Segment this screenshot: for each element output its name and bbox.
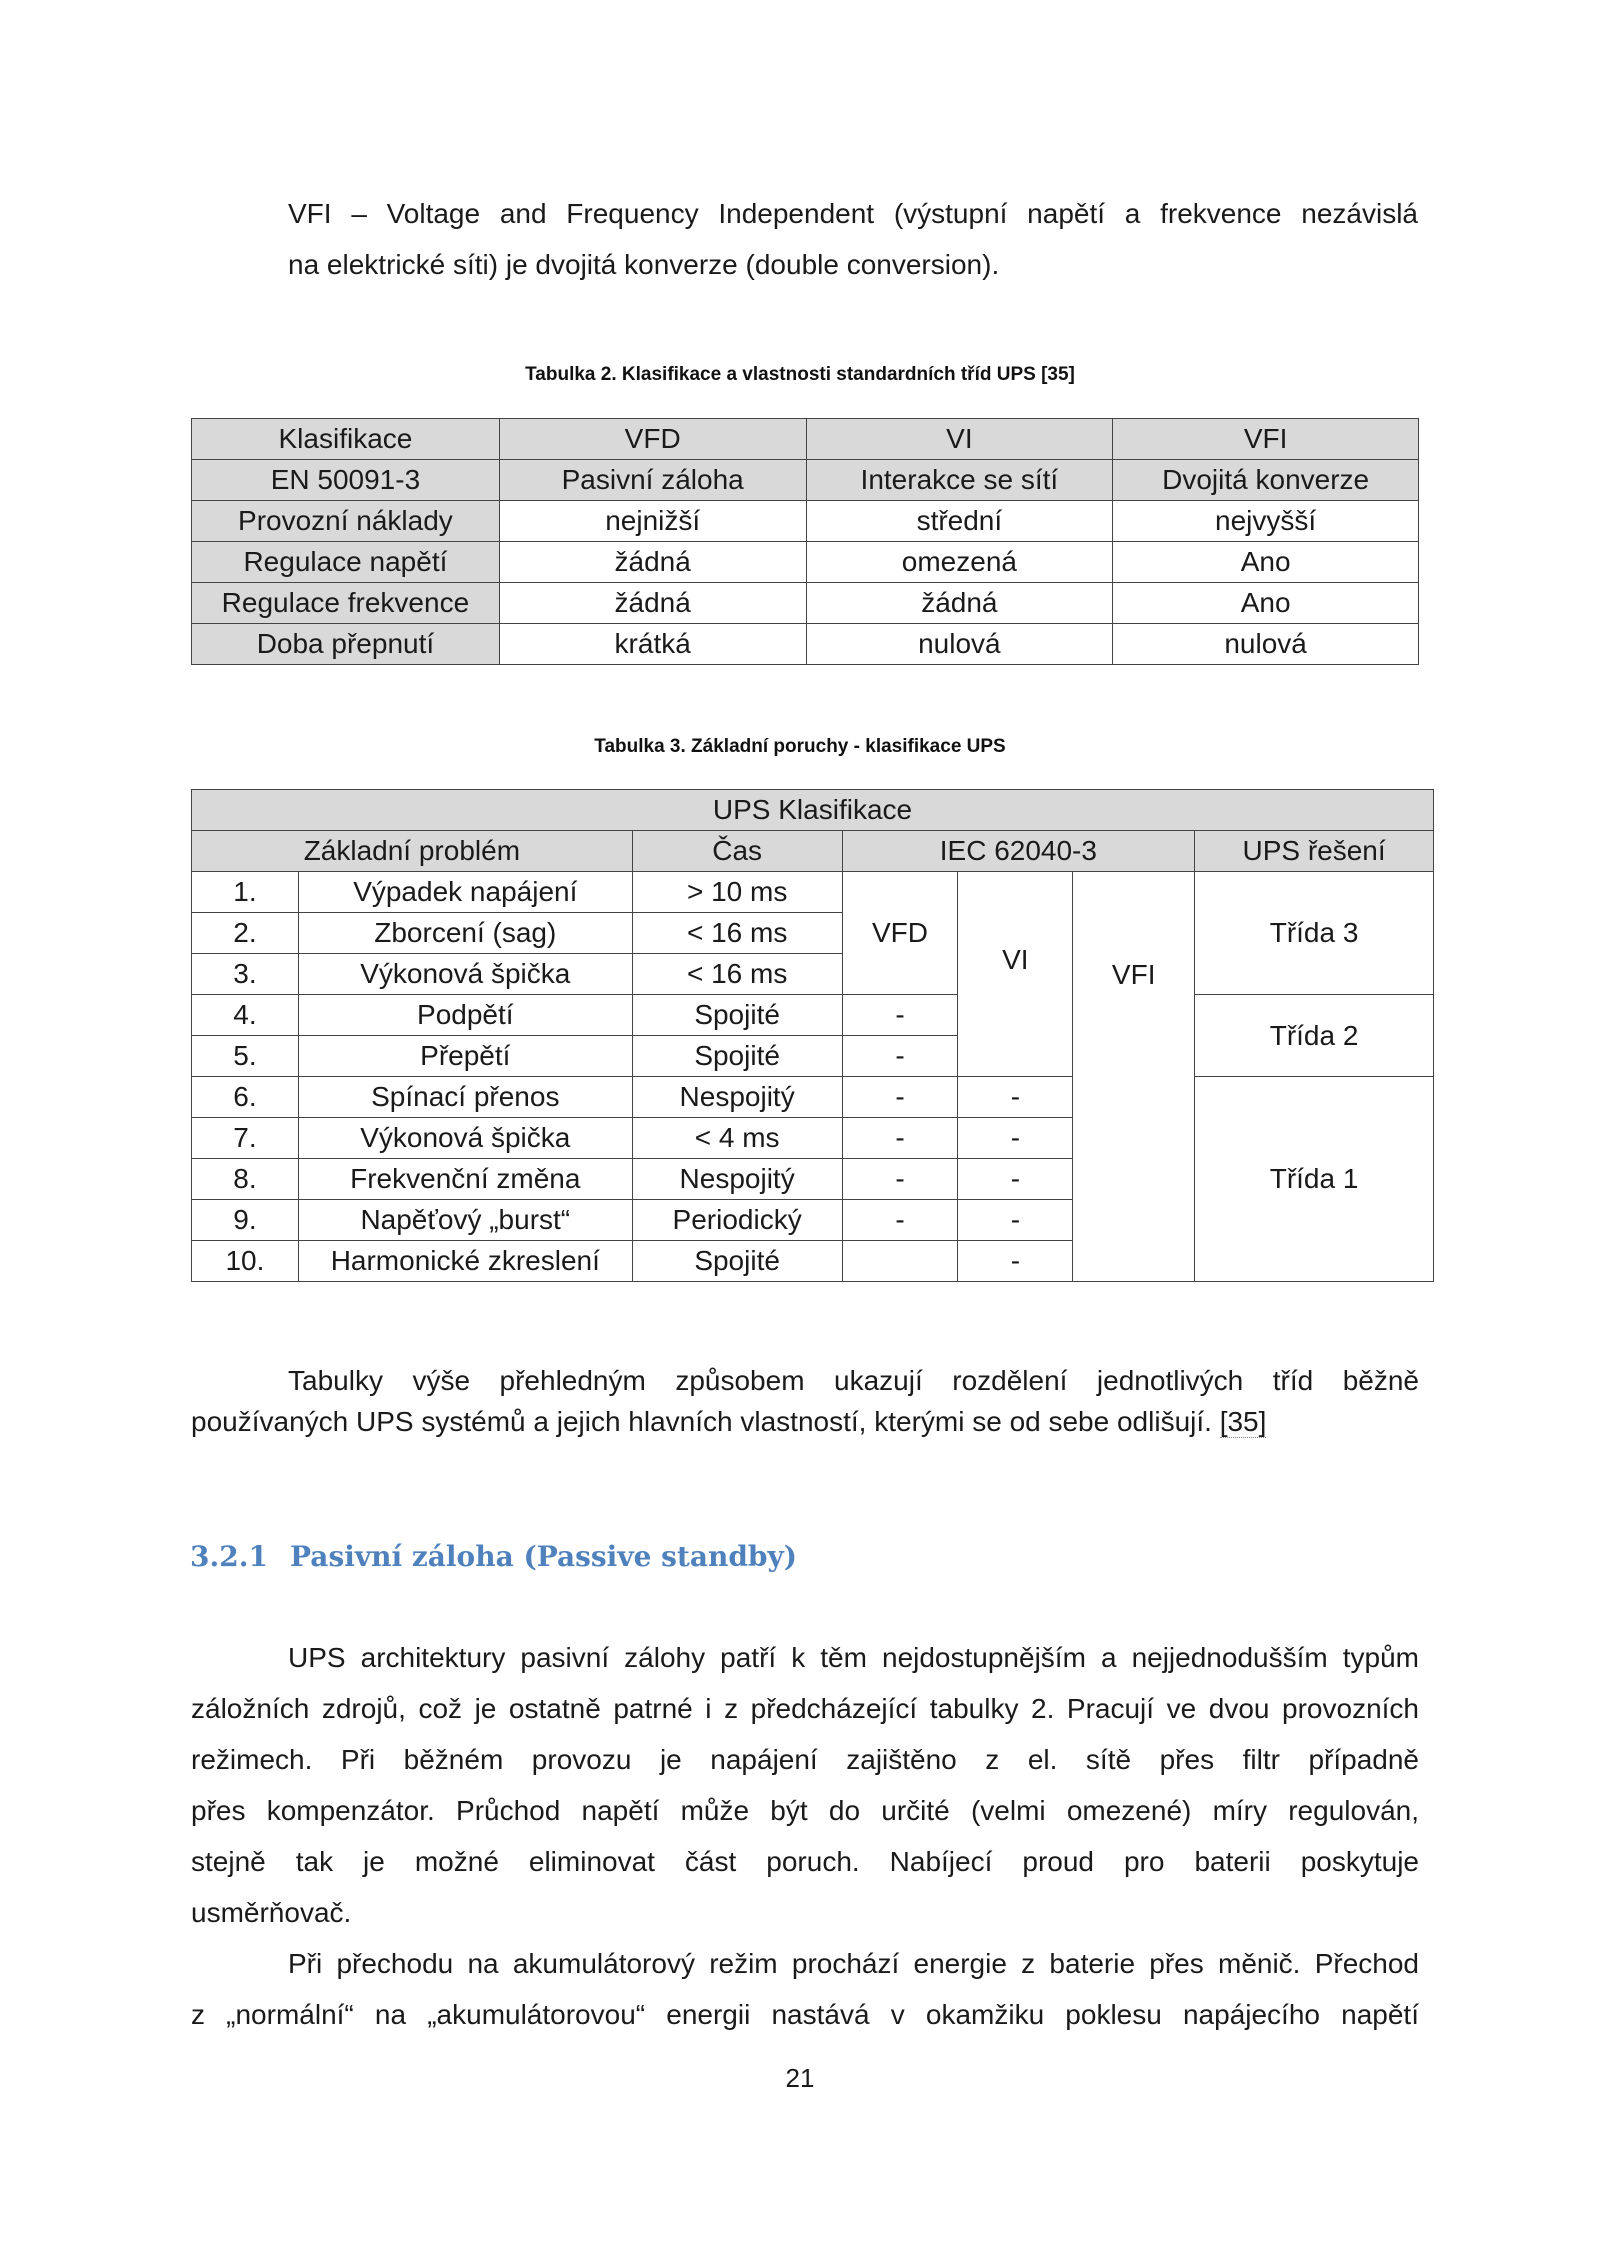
dash-cell: - [958, 1159, 1073, 1200]
problem-cell: Napěťový „burst“ [298, 1200, 632, 1241]
empty-cell [842, 1241, 958, 1282]
body-line: stejně tak je možné eliminovat část poruch. Nabíjecí proud pro baterii poskytuje [191, 1846, 1419, 1877]
section-heading [190, 1540, 797, 1573]
section-number: 3.2.1 [190, 1540, 268, 1573]
table3-header-problem: Základní problém [192, 831, 633, 872]
time-cell: < 16 ms [632, 954, 842, 995]
body-line: z „normální“ na „akumulátorovou“ energii nastává v okamžiku poklesu napájecího napětí [191, 1999, 1419, 2030]
body-line: UPS architektury pasivní zálohy patří k těm nejdostupnějším a nejjednodušším typům [288, 1642, 1419, 1673]
row-number: 6. [192, 1077, 299, 1118]
page-number: 21 [785, 2063, 815, 2093]
summary-line-2 [191, 1401, 1419, 1442]
body-line: záložních zdrojů, což je ostatně patrné i z předcházející tabulky 2. Pracují ve dvou provozních [191, 1693, 1419, 1724]
problem-cell: Přepětí [298, 1036, 632, 1077]
citation-link[interactable]: [35] [1219, 1406, 1267, 1437]
table2-cell: nejnižší [499, 501, 806, 542]
dash-cell: - [842, 1200, 958, 1241]
table-row [192, 542, 1419, 583]
table2-cell: nulová [806, 624, 1113, 665]
table2-cell: omezená [806, 542, 1113, 583]
problem-cell: Podpětí [298, 995, 632, 1036]
table-row [192, 583, 1419, 624]
dash-cell: - [958, 1200, 1073, 1241]
intro-line-1: VFI – Voltage and Frequency Independent (výstupní napětí a frekvence nezávislá [288, 198, 1418, 229]
table3-header-solution: UPS řešení [1195, 831, 1434, 872]
row-number: 1. [192, 872, 299, 913]
table2-header-double: Dvojitá konverze [1113, 460, 1419, 501]
vfd-cell: VFD [842, 872, 958, 995]
problem-cell: Frekvenční změna [298, 1159, 632, 1200]
row-number: 3. [192, 954, 299, 995]
row-number: 7. [192, 1118, 299, 1159]
table2-header-vfd: VFD [499, 419, 806, 460]
time-cell: Nespojitý [632, 1159, 842, 1200]
problem-cell: Výkonová špička [298, 1118, 632, 1159]
table2-cell: střední [806, 501, 1113, 542]
section-title: Pasivní záloha (Passive standby) [290, 1540, 798, 1573]
problem-cell: Výkonová špička [298, 954, 632, 995]
time-cell: Nespojitý [632, 1077, 842, 1118]
dash-cell: - [842, 1077, 958, 1118]
table2-cell: nejvyšší [1113, 501, 1419, 542]
class2-cell: Třída 2 [1195, 995, 1434, 1077]
table3-title: UPS Klasifikace [192, 790, 1434, 831]
table2-header-vi: VI [806, 419, 1113, 460]
table2-row-label: Provozní náklady [192, 501, 500, 542]
summary-line-1: Tabulky výše přehledným způsobem ukazují rozdělení jednotlivých tříd běžně [288, 1365, 1419, 1396]
row-number: 9. [192, 1200, 299, 1241]
dash-cell: - [842, 1118, 958, 1159]
problem-cell: Výpadek napájení [298, 872, 632, 913]
summary-paragraph [191, 1360, 1419, 1442]
table2-header-classification: Klasifikace [192, 419, 500, 460]
table2-cell: nulová [1113, 624, 1419, 665]
intro-paragraph [288, 188, 1418, 290]
body-paragraph-2 [191, 1938, 1419, 2040]
table2-cell: žádná [806, 583, 1113, 624]
problem-cell: Spínací přenos [298, 1077, 632, 1118]
row-number: 10. [192, 1241, 299, 1282]
table2-header-interactive: Interakce se sítí [806, 460, 1113, 501]
table2-row-label: Regulace napětí [192, 542, 500, 583]
table3-header-iec: IEC 62040-3 [842, 831, 1195, 872]
table2-row-label: Doba přepnutí [192, 624, 500, 665]
table-row [192, 501, 1419, 542]
row-number: 5. [192, 1036, 299, 1077]
body-line: usměrňovač. [191, 1897, 352, 1928]
body-line: Při přechodu na akumulátorový režim prochází energie z baterie přes měnič. Přechod [288, 1948, 1419, 1979]
table-row [192, 1077, 1434, 1118]
time-cell: < 4 ms [632, 1118, 842, 1159]
problem-cell: Zborcení (sag) [298, 913, 632, 954]
body-paragraph-1 [191, 1632, 1419, 1938]
time-cell: Spojité [632, 995, 842, 1036]
vi-cell [958, 872, 1073, 1077]
table3 [191, 789, 1434, 1282]
table2-row-label: Regulace frekvence [192, 583, 500, 624]
class1-cell: Třída 1 [1195, 1077, 1434, 1282]
time-cell: Spojité [632, 1241, 842, 1282]
dash-cell: - [958, 1077, 1073, 1118]
class3-cell: Třída 3 [1195, 872, 1434, 995]
dash-cell: - [958, 1118, 1073, 1159]
time-cell: Periodický [632, 1200, 842, 1241]
vfi-label: VFI [1111, 958, 1156, 990]
table3-caption: Tabulka 3. Základní poruchy - klasifikace UPS [594, 736, 1006, 757]
table2-header-passive: Pasivní záloha [499, 460, 806, 501]
table3-header-time: Čas [632, 831, 842, 872]
time-cell: < 16 ms [632, 913, 842, 954]
dash-cell: - [842, 995, 958, 1036]
dash-cell: - [842, 1159, 958, 1200]
row-number: 8. [192, 1159, 299, 1200]
row-number: 4. [192, 995, 299, 1036]
time-cell: Spojité [632, 1036, 842, 1077]
dash-cell: - [842, 1036, 958, 1077]
table2-header-vfi: VFI [1113, 419, 1419, 460]
row-number: 2. [192, 913, 299, 954]
time-cell: > 10 ms [632, 872, 842, 913]
dash-cell: - [958, 1241, 1073, 1282]
intro-line-2: na elektrické síti) je dvojitá konverze (double conversion). [288, 249, 1000, 280]
body-line: režimech. Při běžném provozu je napájení zajištěno z el. sítě přes filtr případně [191, 1744, 1419, 1775]
table2-cell: žádná [499, 583, 806, 624]
summary-line-2-text: používaných UPS systémů a jejich hlavních vlastností, kterými se od sebe odlišují. [191, 1406, 1212, 1437]
problem-cell: Harmonické zkreslení [298, 1241, 632, 1282]
table2-caption: Tabulka 2. Klasifikace a vlastnosti standardních tříd UPS [35] [525, 364, 1075, 385]
table-row [192, 872, 1434, 913]
table2-cell: žádná [499, 542, 806, 583]
table2-header-standard: EN 50091-3 [192, 460, 500, 501]
table2-cell: Ano [1113, 542, 1419, 583]
table-row [192, 624, 1419, 665]
table2-cell: krátká [499, 624, 806, 665]
table2 [191, 418, 1419, 665]
vi-label: VI [1002, 944, 1029, 975]
table-row [192, 995, 1434, 1036]
body-line: přes kompenzátor. Průchod napětí může být do určité (velmi omezené) míry regulován, [191, 1795, 1419, 1826]
table2-cell: Ano [1113, 583, 1419, 624]
vfi-cell [1073, 872, 1195, 1282]
